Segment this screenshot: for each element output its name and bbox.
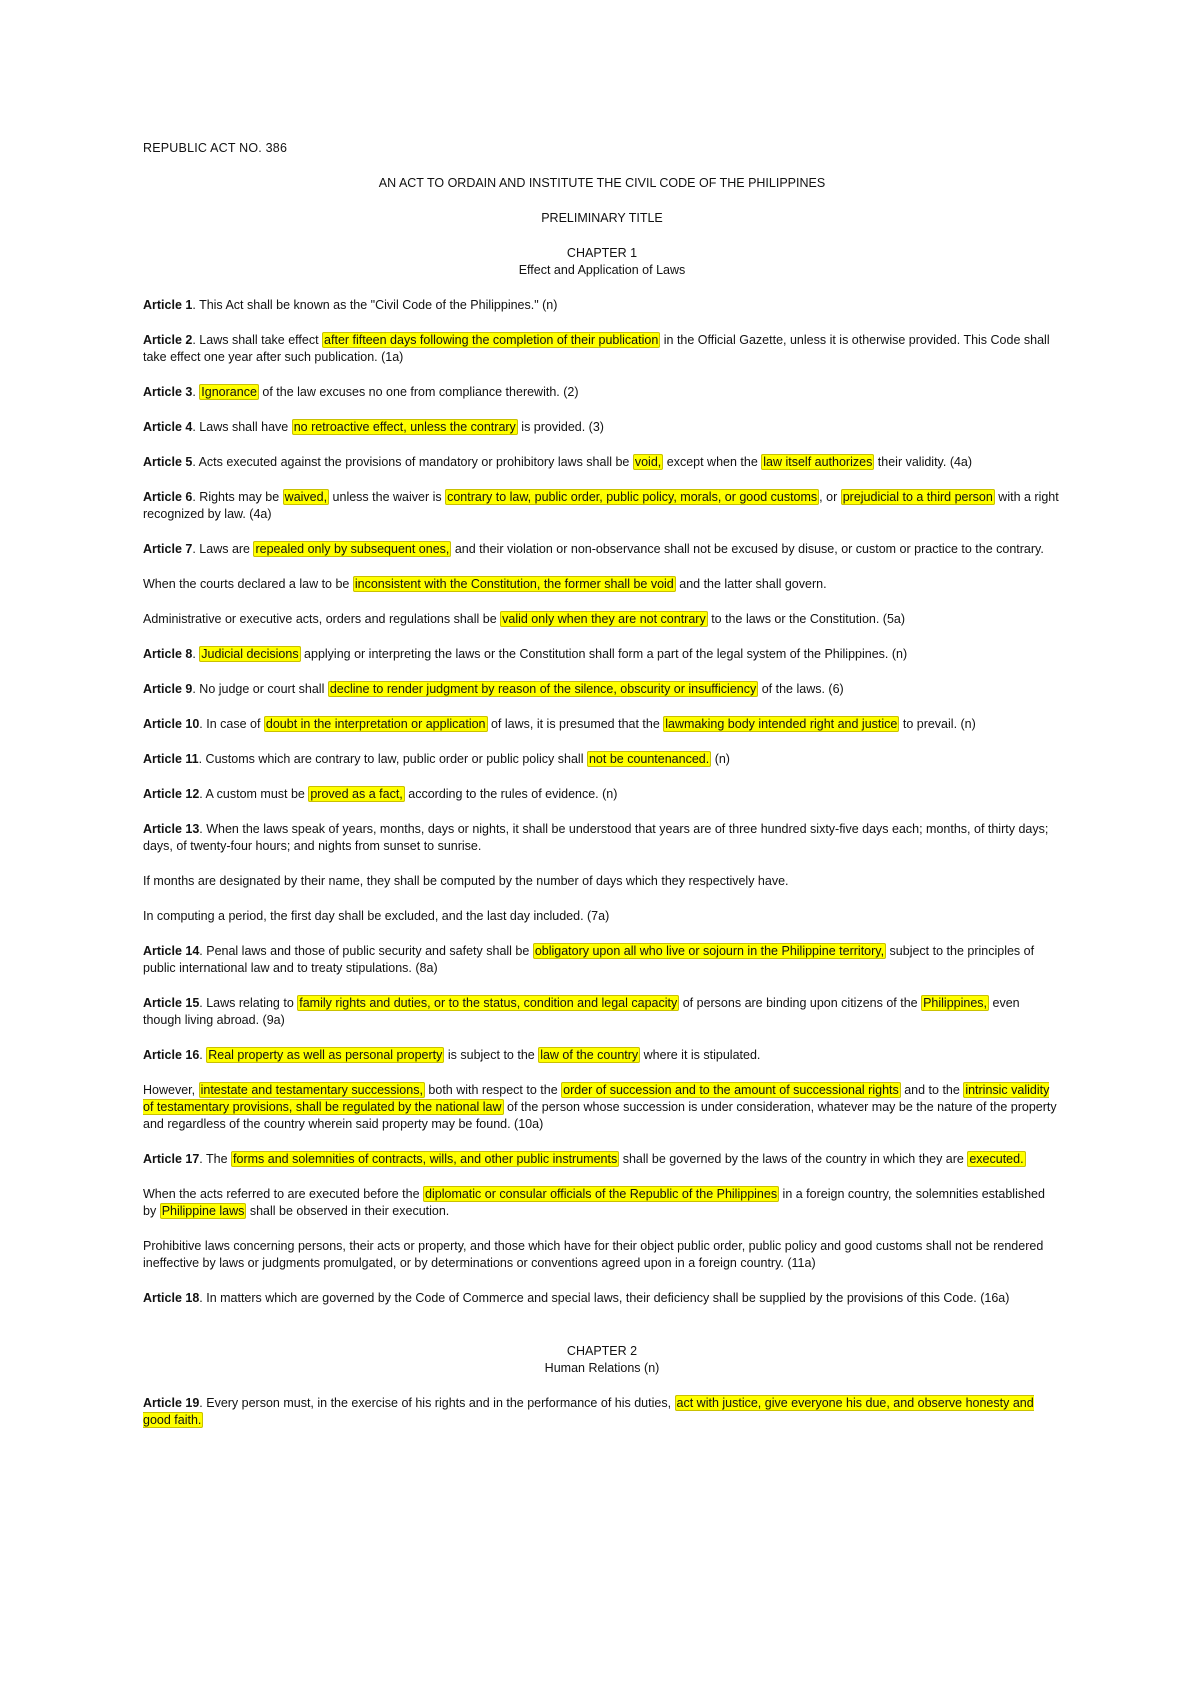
article-paragraph — [143, 384, 1061, 401]
text-segment: . Every person must, in the exercise of his rights and in the performance of his duties, — [199, 1396, 675, 1410]
highlighted-text: after fifteen days following the completion of their publication — [324, 333, 659, 347]
highlighted-text: waived, — [284, 490, 328, 504]
text-segment: applying or interpreting the laws or the Constitution shall form a part of the legal system of the Philippines. (n) — [300, 647, 908, 661]
text-segment: of persons are binding upon citizens of the — [679, 996, 922, 1010]
article-paragraph — [143, 1047, 1061, 1064]
continuation-paragraph — [143, 873, 1061, 890]
article-label: Article 17 — [143, 1152, 200, 1166]
article-paragraph — [143, 821, 1061, 855]
highlighted-text: prejudicial to a third person — [842, 490, 993, 504]
article-paragraph — [143, 751, 1061, 768]
preliminary-title: PRELIMINARY TITLE — [541, 211, 663, 225]
highlighted-text: inconsistent with the Constitution, the former shall be void — [354, 577, 674, 591]
text-segment: where it is stipulated. — [640, 1048, 761, 1062]
text-segment: subject to the principles of public international law and to treaty stipulations. (8a) — [143, 944, 1035, 975]
article-paragraph — [143, 646, 1061, 663]
text-segment: of the person whose succession is under consideration, whatever may be the nature of the property and regardless of the country wherein said property may be found. (10a) — [143, 1100, 1057, 1131]
article-label: Article 14 — [143, 944, 200, 958]
article-paragraph — [143, 786, 1061, 803]
text-segment: to the laws or the Constitution. (5a) — [707, 612, 906, 626]
act-title: AN ACT TO ORDAIN AND INSTITUTE THE CIVIL CODE OF THE PHILIPPINES — [378, 176, 826, 190]
text-segment: both with respect to the — [424, 1083, 562, 1097]
text-segment: in the Official Gazette, unless it is otherwise provided. This Code shall take effect one year after such publication. (1a) — [143, 333, 1050, 364]
highlighted-text: lawmaking body intended right and justice — [665, 717, 898, 731]
article-label: Article 8 — [143, 647, 193, 661]
highlighted-text: forms and solemnities of contracts, wills, and other public instruments — [233, 1152, 618, 1166]
text-segment: (n) — [711, 752, 730, 766]
article-label: Article 1 — [143, 298, 193, 312]
text-segment: . In case of — [199, 717, 264, 731]
text-segment: is provided. (3) — [517, 420, 604, 434]
highlighted-text: act with justice, give everyone his due, and observe honesty and good faith. — [143, 1396, 1034, 1427]
highlighted-text: contrary to law, public order, public policy, morals, or good customs — [447, 490, 818, 504]
highlighted-text: decline to render judgment by reason of the silence, obscurity or insufficiency — [329, 682, 757, 696]
text-segment: and the latter shall govern. — [675, 577, 827, 591]
chapter-heading — [143, 1343, 1061, 1377]
article-label: Article 10 — [143, 717, 200, 731]
highlighted-text: void, — [634, 455, 662, 469]
text-segment: If months are designated by their name, they shall be computed by the number of days which they respectively have. — [143, 874, 789, 888]
text-segment: is subject to the — [444, 1048, 539, 1062]
article-paragraph — [143, 332, 1061, 366]
text-segment: . A custom must be — [199, 787, 309, 801]
highlighted-text: law of the country — [540, 1048, 639, 1062]
highlighted-text: diplomatic or consular officials of the Republic of the Philippines — [425, 1187, 778, 1201]
text-segment: . This Act shall be known as the "Civil Code of the Philippines." (n) — [192, 298, 558, 312]
highlighted-text: repealed only by subsequent ones, — [255, 542, 450, 556]
highlighted-text: Philippines, — [923, 996, 988, 1010]
article-paragraph — [143, 681, 1061, 698]
text-segment: unless the waiver is — [329, 490, 446, 504]
text-segment: even though living abroad. (9a) — [143, 996, 1020, 1027]
text-segment: . No judge or court shall — [192, 682, 328, 696]
text-segment: according to the rules of evidence. (n) — [404, 787, 618, 801]
article-paragraph — [143, 541, 1061, 558]
continuation-paragraph — [143, 1238, 1061, 1272]
highlighted-text: not be countenanced. — [588, 752, 710, 766]
chapter-label: CHAPTER 2 — [566, 1344, 638, 1358]
text-segment: their validity. (4a) — [874, 455, 973, 469]
continuation-paragraph — [143, 576, 1061, 593]
article-paragraph — [143, 489, 1061, 523]
highlighted-text: law itself authorizes — [763, 455, 873, 469]
text-segment: Administrative or executive acts, orders and regulations shall be — [143, 612, 501, 626]
highlighted-text: Real property as well as personal property — [208, 1048, 443, 1062]
highlighted-text: order of succession and to the amount of successional rights — [563, 1083, 899, 1097]
text-segment: shall be observed in their execution. — [246, 1204, 450, 1218]
highlighted-text: Judicial decisions — [201, 647, 299, 661]
article-label: Article 16 — [143, 1048, 200, 1062]
highlighted-text: doubt in the interpretation or application — [265, 717, 486, 731]
chapter-subtitle: Effect and Application of Laws — [518, 263, 686, 277]
continuation-paragraph — [143, 908, 1061, 925]
article-paragraph — [143, 454, 1061, 471]
text-segment: except when the — [663, 455, 762, 469]
article-label: Article 7 — [143, 542, 193, 556]
article-label: Article 11 — [143, 752, 199, 766]
article-paragraph — [143, 1395, 1061, 1429]
text-segment: and to the — [900, 1083, 964, 1097]
article-label: Article 6 — [143, 490, 193, 504]
highlighted-text: intestate and testamentary successions, — [200, 1083, 423, 1097]
continuation-paragraph — [143, 1082, 1061, 1133]
highlighted-text: valid only when they are not contrary — [502, 612, 706, 626]
article-label: Article 3 — [143, 385, 193, 399]
article-paragraph — [143, 943, 1061, 977]
text-segment: . Laws shall take effect — [192, 333, 323, 347]
text-segment: in a foreign country, the solemnities established by — [143, 1187, 1045, 1218]
article-paragraph — [143, 1151, 1061, 1168]
article-label: Article 19 — [143, 1396, 200, 1410]
article-label: Article 13 — [143, 822, 200, 836]
article-label: Article 9 — [143, 682, 193, 696]
article-label: Article 5 — [143, 455, 193, 469]
text-segment: In computing a period, the first day shall be excluded, and the last day included. (7a) — [143, 909, 610, 923]
text-segment: . Penal laws and those of public security and safety shall be — [199, 944, 533, 958]
chapter-heading — [143, 245, 1061, 279]
text-segment: Prohibitive laws concerning persons, their acts or property, and those which have for their object public order, public policy and good customs shall not be rendered ineffective by laws or judgments promulgated, or by determinations or conventions agreed upon in a foreign country. (11a) — [143, 1239, 1044, 1270]
act-number: REPUBLIC ACT NO. 386 — [143, 141, 288, 155]
chapter-label: CHAPTER 1 — [566, 246, 638, 260]
highlighted-text: Philippine laws — [161, 1204, 245, 1218]
document-page — [143, 140, 1061, 1447]
text-segment: to prevail. (n) — [899, 717, 976, 731]
highlighted-text: family rights and duties, or to the status, condition and legal capacity — [299, 996, 678, 1010]
article-paragraph — [143, 297, 1061, 314]
highlighted-text: Ignorance — [201, 385, 257, 399]
text-segment: When the acts referred to are executed before the — [143, 1187, 424, 1201]
text-segment: . Rights may be — [192, 490, 283, 504]
highlighted-text: no retroactive effect, unless the contrary — [293, 420, 516, 434]
text-segment: . The — [199, 1152, 232, 1166]
text-segment: shall be governed by the laws of the country in which they are — [619, 1152, 968, 1166]
article-label: Article 18 — [143, 1291, 200, 1305]
text-segment: . — [199, 1048, 207, 1062]
article-paragraph — [143, 1290, 1061, 1307]
highlighted-text: executed. — [969, 1152, 1024, 1166]
text-segment: and their violation or non-observance shall not be excused by disuse, or custom or practice to the contrary. — [451, 542, 1044, 556]
chapters-container — [143, 245, 1061, 1429]
continuation-paragraph — [143, 611, 1061, 628]
article-label: Article 2 — [143, 333, 193, 347]
text-segment: . Laws are — [192, 542, 254, 556]
text-segment: . — [192, 385, 200, 399]
highlighted-text: intrinsic validity of testamentary provisions, shall be regulated by the national law — [143, 1083, 1050, 1114]
text-segment: of the laws. (6) — [758, 682, 844, 696]
text-segment: However, — [143, 1083, 199, 1097]
continuation-paragraph — [143, 1186, 1061, 1220]
article-paragraph — [143, 419, 1061, 436]
article-label: Article 15 — [143, 996, 200, 1010]
chapter-subtitle: Human Relations (n) — [544, 1361, 660, 1375]
article-label: Article 12 — [143, 787, 200, 801]
highlighted-text: obligatory upon all who live or sojourn in the Philippine territory, — [534, 944, 885, 958]
text-segment: of the law excuses no one from compliance therewith. (2) — [258, 385, 579, 399]
text-segment: . Laws relating to — [199, 996, 298, 1010]
text-segment: with a right recognized by law. (4a) — [143, 490, 1059, 521]
text-segment: of laws, it is presumed that the — [487, 717, 664, 731]
text-segment: . When the laws speak of years, months, days or nights, it shall be understood that years are of three hundred sixty-five days each; months, of thirty days; days, of twenty-four hours; and nights from sunset to sunrise. — [143, 822, 1049, 853]
text-segment: . Customs which are contrary to law, public order or public policy shall — [198, 752, 587, 766]
text-segment: , or — [819, 490, 841, 504]
text-segment: . — [192, 647, 200, 661]
text-segment: . Acts executed against the provisions of mandatory or prohibitory laws shall be — [192, 455, 633, 469]
article-paragraph — [143, 995, 1061, 1029]
article-paragraph — [143, 716, 1061, 733]
article-label: Article 4 — [143, 420, 193, 434]
highlighted-text: proved as a fact, — [310, 787, 403, 801]
text-segment: . In matters which are governed by the Code of Commerce and special laws, their deficiency shall be supplied by the provisions of this Code. (16a) — [199, 1291, 1010, 1305]
text-segment: . Laws shall have — [192, 420, 292, 434]
text-segment: When the courts declared a law to be — [143, 577, 353, 591]
